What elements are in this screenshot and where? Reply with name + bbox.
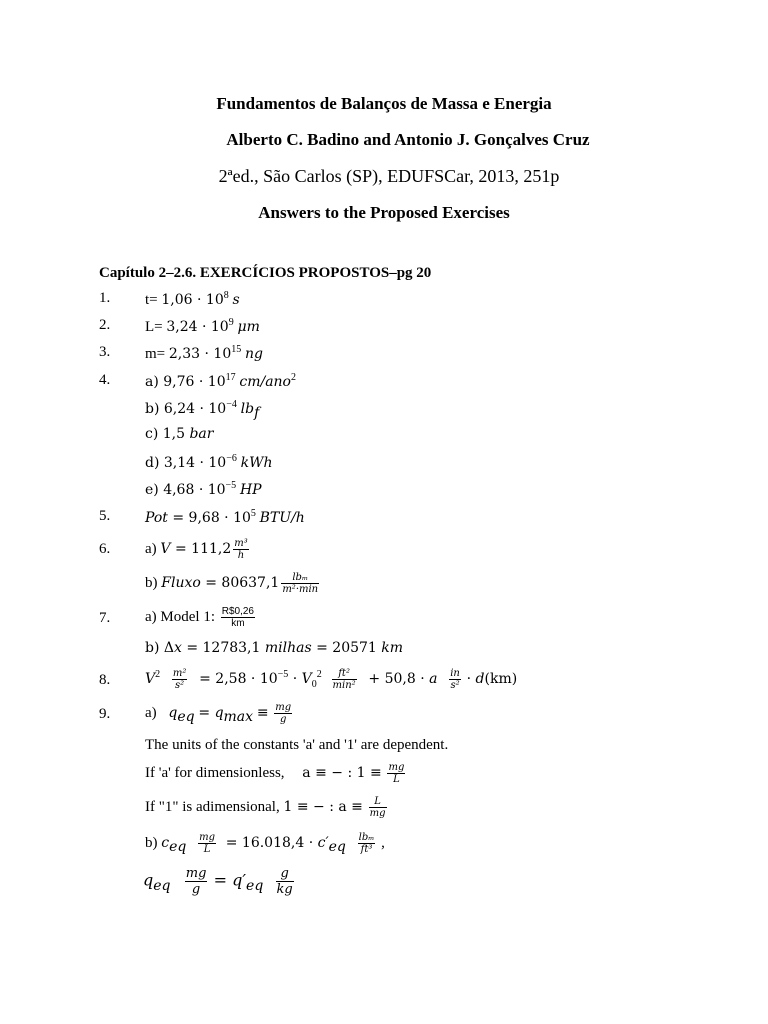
answer-9c: $q_{eq}$ $\frac{mg}{g}$ = $q'_{eq}$ $\frac{g}{kg}$	[143, 866, 293, 897]
answer-6b: b) Fluxo = 80637,1 $\frac{\text{lbₘ}}{\text{m²·min}}$	[145, 572, 319, 595]
answer-2: $L= 3,24 \cdot 10^9$ μm	[145, 317, 260, 335]
item-number: 9.	[99, 706, 111, 722]
units-note: The units of the constants 'a' and '1' are dependent.	[145, 737, 449, 753]
answer-4c: c) 1,5 bar	[145, 426, 214, 442]
answer-3: $m= 2,33 \cdot 10^{15}$ ng	[145, 344, 263, 362]
document-subtitle: Answers to the Proposed Exercises	[258, 203, 510, 222]
item-number: 3.	[99, 344, 111, 360]
answer-4b: b) $6,24 \cdot 10^{-4}$ $lb_f$	[145, 399, 260, 421]
answer-5: Pot = $9,68 \cdot 10^5$ BTU/h	[145, 508, 305, 526]
answer-6a: a) V = 111,2 $\frac{\text{m³}}{h}$	[145, 538, 248, 561]
answer-9a: a) $q_{eq} = q_{max}$ ≡ $\frac{mg}{g}$	[145, 702, 292, 725]
item-number: 6.	[99, 541, 111, 557]
document-edition: 2ªed., São Carlos (SP), EDUFSCar, 2013, 251p	[218, 166, 560, 186]
item-number: 1.	[99, 290, 111, 306]
item-number: 5.	[99, 508, 111, 524]
item-number: 8.	[99, 672, 111, 688]
section-heading: Capítulo 2–2.6. EXERCÍCIOS PROPOSTOS–pg 20	[99, 265, 432, 281]
item-number: 2.	[99, 317, 111, 333]
answer-1: $t= 1,06 \cdot 10^8$ s	[145, 290, 240, 308]
document-title: Fundamentos de Balanços de Massa e Energia	[216, 94, 552, 113]
item-number: 4.	[99, 372, 111, 388]
answer-8: $V^2$ $\frac{\text{m²}}{\text{s²}}$ = $2,58 \cdot 10^{-5} \cdot V_0^2$ $\frac{\text{ft²}}{\text{min²}}$ + 50,8 · a $\frac{in}{\text{s²}}$ · d(km)	[145, 668, 518, 691]
dimensionless-a-note: If 'a' for dimensionless, a ≡ − : 1 ≡ $\frac{mg}{L}$	[145, 762, 405, 785]
answer-4e: e) $4,68 \cdot 10^{-5}$ HP	[145, 480, 262, 498]
dimensionless-1-note: If "1" is adimensional, 1 ≡ − : a ≡ $\frac{L}{mg}$	[145, 796, 386, 819]
answer-7a: a) Model 1: $\frac{R\$0,26}{km}$	[145, 606, 254, 629]
document-authors: Alberto C. Badino and Antonio J. Gonçalves Cruz	[226, 130, 590, 149]
answer-4a: a) $9,76 \cdot 10^{17}$ cm/ano$^2$	[145, 372, 296, 390]
answer-4d: d) $3,14 \cdot 10^{-6}$ kWh	[145, 453, 273, 471]
answer-9b: b) $c_{eq}$ $\frac{mg}{L}$ = $16.018,4 \cdot c'_{eq}$ $\frac{\text{lbₘ}}{\text{ft³}}$ ,	[145, 832, 385, 855]
answer-7b: b) Δx = 12783,1 milhas = 20571 km	[145, 640, 404, 656]
item-number: 7.	[99, 610, 111, 626]
